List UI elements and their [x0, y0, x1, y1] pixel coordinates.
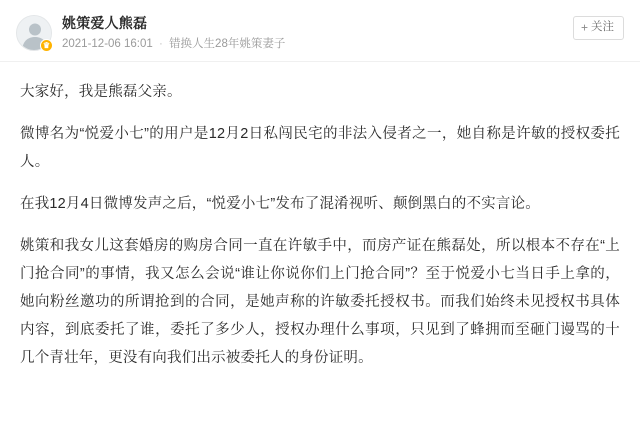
post-body [0, 62, 640, 372]
follow-button[interactable] [573, 16, 624, 40]
post-timestamp: 2021-12-06 16:01 [62, 38, 153, 50]
post-header-text [62, 14, 285, 52]
avatar-wrapper[interactable] [16, 15, 52, 51]
post-paragraph: 大家好，我是熊磊父亲。 [20, 84, 182, 100]
post-paragraph: 在我12月4日微博发声之后，“悦爱小七”发布了混淆视听、颠倒黑白的不实言论。 [20, 196, 540, 212]
post-header [0, 0, 640, 62]
meta-separator: · [159, 38, 163, 50]
post-source[interactable]: 错换人生28年姚策妻子 [169, 38, 286, 50]
follow-button-label: 关注 [591, 21, 614, 34]
post-paragraph: 姚策和我女儿这套婚房的购房合同一直在许敏手中，而房产证在熊磊处，所以根本不存在“上门抢合同”的事情，我又怎么会说“谁让你说你们上门抢合同”？至于悦爱小七当日手上拿的，她向粉丝邀功的所谓抢到的合同，是她声称的许敏委托授权书。而我们始终未见授权书具体内容，到底委托了谁，委托了多少人，授权办理什么事项，只见到了蜂拥而至砸门谩骂的十几个青壮年，更没有向我们出示被委托人的身份证明。 [20, 238, 620, 366]
plus-icon: + [580, 20, 588, 35]
post-meta [62, 37, 285, 52]
crown-icon [40, 39, 53, 52]
post-paragraph: 微博名为“悦爱小七”的用户是12月2日私闯民宅的非法入侵者之一，她自称是许敏的授权委托人。 [20, 126, 620, 170]
crown-glyph: ♛ [42, 40, 51, 50]
author-name[interactable]: 姚策爱人熊磊 [62, 15, 148, 31]
